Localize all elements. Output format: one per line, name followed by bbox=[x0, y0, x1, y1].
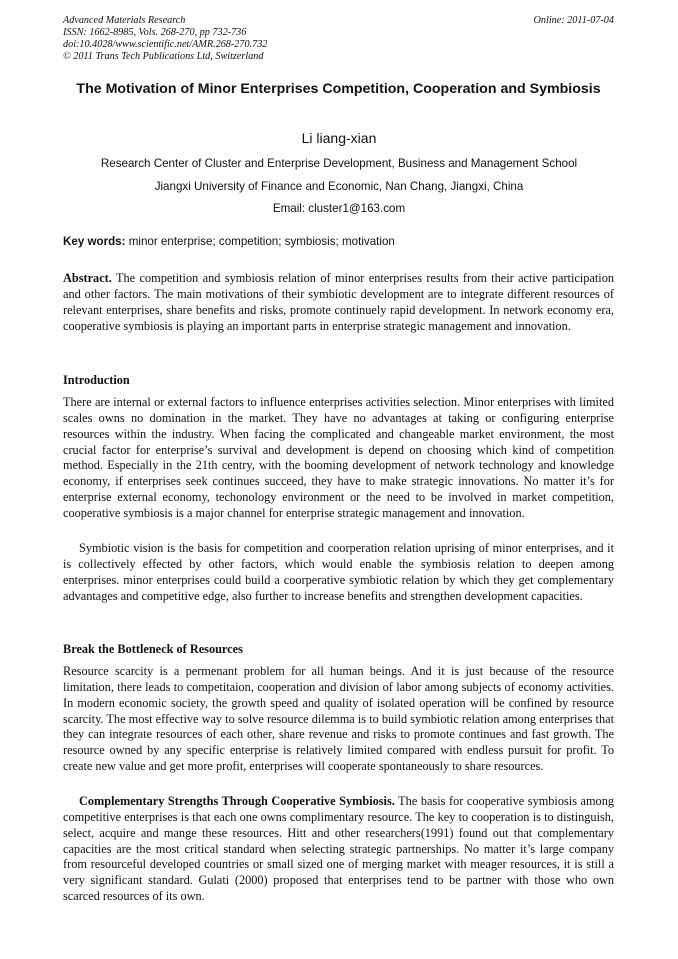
abstract-text: The competition and symbiosis relation of minor enterprises results from their active participation and other factors. The main motivations of their symbiotic development are to integrate different resources of relevant enterprises, share benefits and risks, promote continuely rapid development. In network economy era, cooperative symbiosis is playing an important parts in enterprise strategic management and innovation. bbox=[63, 271, 614, 333]
introduction-heading: Introduction bbox=[63, 373, 130, 387]
introduction-paragraph-1: There are internal or external factors to influence enterprises activities selection. Minor enterprises with limited scales owns no domination in the market. They have no advantages at taking or configuring enterprise resources within the industry. When facing the complicated and changeable market environment, the most crucial factor for enterprise’s survival and development is depend on choosing which kind of competition method. Especially in the 21th centry, with the booming development of network technology and knowledge economy, if enterprises seek continues succeed, they have to make strategic innovations. No matter it’s for enterprise external economy, techonology environment or the need to be involved in market competition, cooperative symbiosis is a major channel for enterprise strategic management and innovation. bbox=[63, 395, 614, 520]
running-header bbox=[63, 15, 614, 63]
paper-title: The Motivation of Minor Enterprises Competition, Cooperation and Symbiosis bbox=[76, 81, 601, 97]
issn-line: ISSN: 1662-8985, Vols. 268-270, pp 732-736 bbox=[63, 27, 247, 38]
keywords-label: Key words: bbox=[63, 235, 126, 248]
online-date: Online: 2011-07-04 bbox=[533, 15, 614, 26]
author-name: Li liang-xian bbox=[301, 130, 377, 146]
subsection-label: Complementary Strengths Through Cooperative Symbiosis. bbox=[79, 794, 395, 808]
keywords-text: minor enterprise; competition; symbiosis; motivation bbox=[125, 235, 395, 248]
copyright-line: © 2011 Trans Tech Publications Ltd, Switzerland bbox=[63, 51, 264, 62]
bottleneck-paragraph-1: Resource scarcity is a permenant problem for all human beings. And it is just because of the resource limitation, there leads to competitaion, cooperation and division of labor among subjects of economy activities. In modern economic society, the growth speed and quality of isolated operation will be confined by resource scarcity. The most effective way to solve resource dilemma is to build symbiotic relation among enterprises that they can integrate resources of each other, share revenue and risks to promote continues and fast growth. The resource owned by any specific enterprise is relatively limited compared with endless pursuit for profit. To create new value and get more profit, enterprises will cooperate spontaneously to share resources. bbox=[63, 664, 614, 774]
abstract bbox=[63, 271, 614, 334]
email-line: Email: cluster1@163.com bbox=[272, 202, 406, 215]
bottleneck-heading: Break the Bottleneck of Resources bbox=[63, 642, 243, 656]
affiliation-line-1: Research Center of Cluster and Enterprise Development, Business and Management School bbox=[100, 157, 578, 170]
bottleneck-paragraph-2 bbox=[63, 794, 614, 905]
doi-line: doi:10.4028/www.scientific.net/AMR.268-270.732 bbox=[63, 39, 268, 50]
affiliation-line-2: Jiangxi University of Finance and Economic, Nan Chang, Jiangxi, China bbox=[154, 180, 524, 193]
introduction-paragraph-2: Symbiotic vision is the basis for competition and coorperation relation uprising of minor enterprises, and it is collectively effected by other factors, which would enable the symbiosis relation to deepen among enterprises. minor enterprises could build a coorperative symbiotic relation by which they get complementary advantages and competitive edge, also further to increase benefits and strengthen development capacities. bbox=[63, 541, 614, 603]
keywords bbox=[63, 235, 395, 248]
bottleneck-paragraph-2-text: The basis for cooperative symbiosis among competitive enterprises is that each one owns complimentary resource. The key to cooperation is to distinguish, select, acquire and mange these resources. Hitt and other researchers(1991) found out that complementary capacities are the most critical standard when selecting strategic partnerships. No matter it’s large company from resourceful developed countries or small sized one of merging market with meager resources, it is still a very significant standard. Gulati (2000) proposed that enterprises tend to be partner with those who own scarced resources of its own. bbox=[63, 794, 614, 904]
abstract-label: Abstract. bbox=[63, 271, 112, 285]
journal-name: Advanced Materials Research bbox=[63, 15, 186, 26]
